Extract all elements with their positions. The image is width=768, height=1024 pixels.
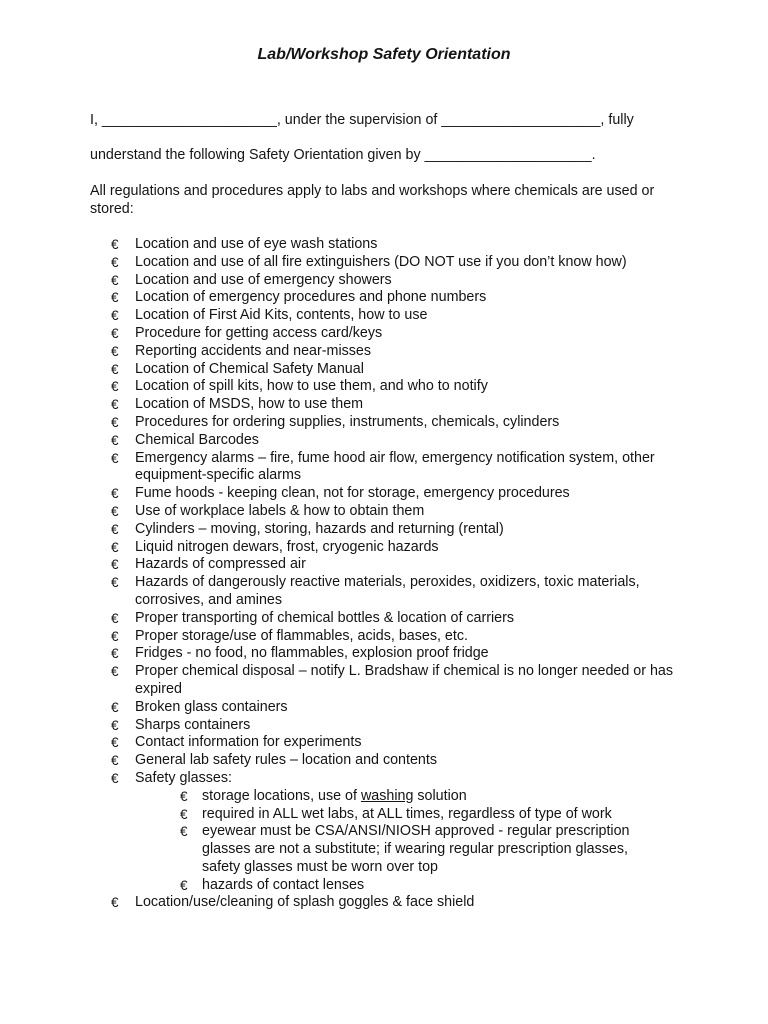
line1-post: , fully: [600, 112, 634, 128]
sub-list-item: [135, 823, 662, 876]
euro-bullet-icon: €: [111, 895, 119, 911]
list-item-text: Fume hoods - keeping clean, not for storage, emergency procedures: [135, 485, 570, 502]
list-item: [0, 734, 680, 752]
euro-bullet-icon: €: [111, 699, 119, 715]
list-item: [0, 894, 680, 912]
sub-list-item: [135, 788, 662, 806]
sub-item-text: eyewear must be CSA/ANSI/NIOSH approved - regular prescription glasses are not a substitute; if wearing regular prescription glasses, safety glasses must be worn over top: [202, 823, 630, 875]
euro-bullet-icon: €: [111, 664, 119, 680]
line1-mid: , under the supervision of: [276, 112, 442, 128]
list-item-text: Safety glasses:: [135, 769, 232, 786]
euro-bullet-icon: €: [111, 610, 119, 626]
euro-bullet-icon: €: [111, 521, 119, 537]
euro-bullet-icon: €: [111, 379, 119, 395]
list-item: [0, 556, 680, 574]
list-item-text: Broken glass containers: [135, 698, 288, 715]
list-item: [0, 574, 680, 610]
euro-bullet-icon: €: [111, 717, 119, 733]
list-item: [0, 254, 680, 272]
list-item: [0, 717, 680, 735]
line2-post: .: [591, 147, 596, 163]
list-item: [0, 396, 680, 414]
list-item: [0, 485, 680, 503]
list-item-text: Location of Chemical Safety Manual: [135, 360, 364, 377]
euro-bullet-icon: €: [111, 397, 119, 413]
euro-bullet-icon: €: [111, 414, 119, 430]
sub-item-text: hazards of contact lenses: [202, 876, 365, 893]
list-item-text: Reporting accidents and near-misses: [135, 342, 372, 359]
euro-bullet-icon: €: [111, 432, 119, 448]
list-item: [0, 521, 680, 539]
euro-bullet-icon: €: [111, 237, 119, 252]
euro-bullet-icon: €: [111, 539, 119, 555]
list-item: [0, 663, 680, 699]
euro-bullet-icon: €: [111, 290, 119, 306]
list-item: [0, 361, 680, 379]
list-item-text: Emergency alarms – fire, fume hood air flow, emergency notification system, other equipment-specific alarms: [135, 449, 655, 484]
list-item-text: Chemical Barcodes: [135, 431, 259, 448]
list-item-text: Location and use of all fire extinguishers (DO NOT use if you don’t know how): [135, 253, 627, 270]
supervisor-blank[interactable]: ____________________: [441, 112, 601, 128]
list-item-text: Hazards of compressed air: [135, 556, 306, 573]
orientation-checklist: [0, 236, 768, 912]
list-item-text: Proper chemical disposal – notify L. Bradshaw if chemical is no longer needed or has expired: [135, 663, 674, 697]
name-blank[interactable]: ______________________: [101, 112, 277, 128]
euro-bullet-icon: €: [111, 308, 119, 324]
list-item-text: Cylinders – moving, storing, hazards and returning (rental): [135, 520, 504, 537]
list-item-text: Liquid nitrogen dewars, frost, cryogenic hazards: [135, 538, 439, 555]
list-item-text: Procedure for getting access card/keys: [135, 324, 383, 341]
euro-bullet-icon: €: [111, 753, 119, 769]
underlined-word: washing: [360, 787, 414, 804]
list-item-text: Contact information for experiments: [135, 734, 362, 751]
list-item-text: General lab safety rules – location and contents: [135, 752, 438, 769]
list-item: [0, 414, 680, 432]
list-item: [0, 378, 680, 396]
list-item-text: Procedures for ordering supplies, instruments, chemicals, cylinders: [135, 413, 560, 430]
list-item-text: Location of spill kits, how to use them, and who to notify: [135, 378, 488, 395]
list-item: [0, 289, 680, 307]
document-title: Lab/Workshop Safety Orientation: [257, 46, 511, 63]
list-item-text: Fridges - no food, no flammables, explosion proof fridge: [135, 645, 489, 662]
list-item-text: Location and use of eye wash stations: [135, 236, 378, 252]
list-item: [0, 645, 680, 663]
sub-item-text-post: solution: [413, 787, 467, 804]
list-item: [0, 272, 680, 290]
sub-list-item: [135, 877, 662, 895]
list-item: [0, 539, 680, 557]
list-item: [0, 307, 680, 325]
euro-bullet-icon: €: [111, 343, 119, 359]
orientation-line: [90, 146, 690, 164]
euro-bullet-icon: €: [111, 646, 119, 662]
given-by-blank[interactable]: _____________________: [424, 147, 592, 163]
euro-bullet-icon: €: [111, 557, 119, 573]
list-item: [0, 628, 680, 646]
sub-item-text-pre: storage locations, use of: [202, 787, 361, 804]
euro-bullet-icon: €: [180, 788, 188, 804]
euro-bullet-icon: €: [111, 254, 119, 270]
list-item-text: Location and use of emergency showers: [135, 271, 392, 288]
list-item-text: Use of workplace labels & how to obtain them: [135, 502, 425, 519]
line1-pre: I,: [90, 112, 102, 128]
list-item: [0, 343, 680, 361]
euro-bullet-icon: €: [111, 628, 119, 644]
euro-bullet-icon: €: [111, 361, 119, 377]
list-item: [0, 325, 680, 343]
euro-bullet-icon: €: [111, 735, 119, 751]
euro-bullet-icon: €: [111, 503, 119, 519]
safety-glasses-sublist: [135, 788, 680, 895]
list-item-safety-glasses: [0, 770, 680, 895]
euro-bullet-icon: €: [180, 824, 188, 840]
sub-item-text: required in ALL wet labs, at ALL times, regardless of type of work: [202, 805, 612, 822]
list-item: [0, 432, 680, 450]
euro-bullet-icon: €: [180, 806, 188, 822]
list-item-text: Location of MSDS, how to use them: [135, 396, 364, 413]
list-item-text: Location of First Aid Kits, contents, how to use: [135, 307, 428, 324]
line2-pre: understand the following Safety Orientation given by: [90, 147, 425, 163]
supervision-line: [90, 111, 690, 129]
euro-bullet-icon: €: [180, 877, 188, 893]
list-item: [0, 236, 680, 254]
euro-bullet-icon: €: [111, 450, 119, 466]
euro-bullet-icon: €: [111, 272, 119, 288]
list-item-text: Sharps containers: [135, 716, 251, 733]
euro-bullet-icon: €: [111, 325, 119, 341]
intro-paragraph: All regulations and procedures apply to labs and workshops where chemicals are used or stored:: [90, 183, 655, 217]
list-item: [0, 610, 680, 628]
list-item-text: Proper storage/use of flammables, acids, bases, etc.: [135, 627, 468, 644]
list-item: [0, 699, 680, 717]
list-item-text: Hazards of dangerously reactive materials, peroxides, oxidizers, toxic materials, corrosives, and amines: [135, 574, 640, 608]
sub-list-item: [135, 806, 662, 824]
list-item-text: Proper transporting of chemical bottles & location of carriers: [135, 609, 515, 626]
list-item: [0, 503, 680, 521]
list-item: [0, 752, 680, 770]
list-item-text: Location of emergency procedures and phone numbers: [135, 289, 487, 306]
list-item: [0, 450, 680, 486]
euro-bullet-icon: €: [111, 770, 119, 786]
euro-bullet-icon: €: [111, 575, 119, 591]
list-item-text: Location/use/cleaning of splash goggles & face shield: [135, 894, 475, 911]
euro-bullet-icon: €: [111, 486, 119, 502]
